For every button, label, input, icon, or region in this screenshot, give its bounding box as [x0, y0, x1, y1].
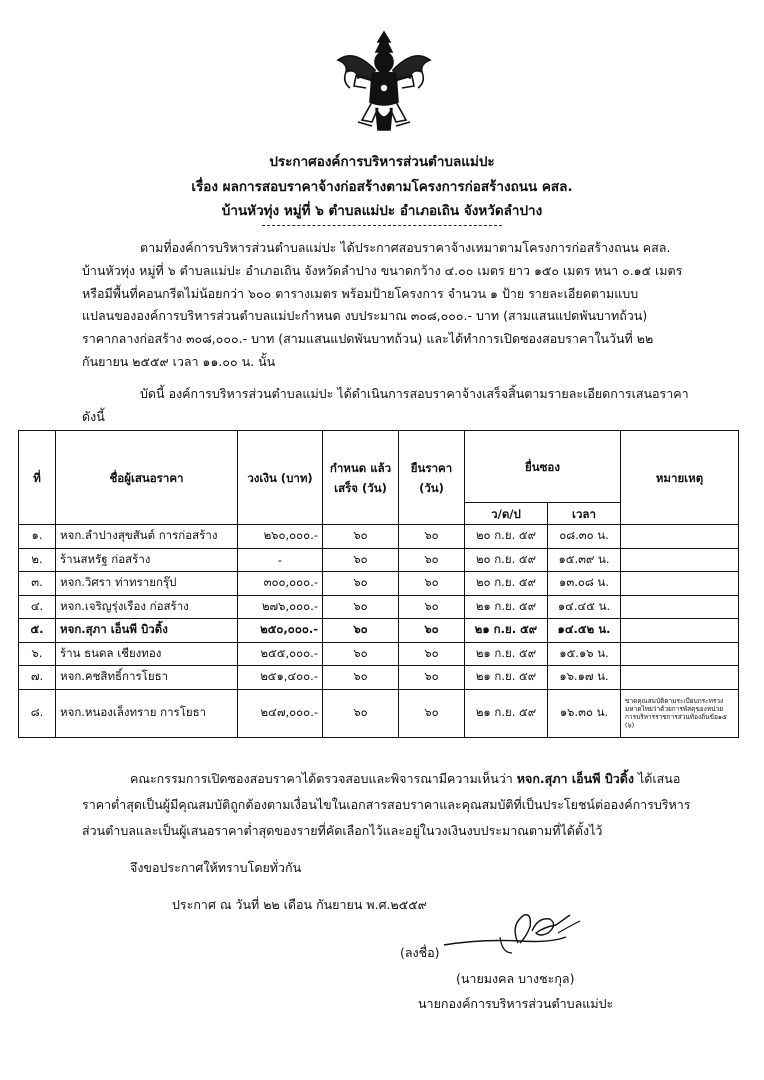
row-time: ๑๖.๑๗ น. — [548, 666, 621, 690]
row-remark: ขาดคุณสมบัติตามระเบียบกระทรวงมหาดไทยว่าด้วยการพัสดุของหน่วยการบริหารราชการส่วนท้องถิ่นข้อ๑๕ (๖) — [621, 689, 739, 737]
row-no: ๓. — [19, 572, 56, 596]
row-deadline: ๖๐ — [323, 572, 399, 596]
intro-line: กันยายน ๒๕๕๙ เวลา ๑๑.๐๐ น. นั้น — [82, 353, 276, 369]
intro-line: ราคากลางก่อสร้าง ๓๐๘,๐๐๐.- บาท (สามแสนแปดพันบาทถ้วน) และได้ทำการเปิดซองสอบราคาในวันที่ ๒๒ — [82, 331, 654, 347]
row-bidder: ร้าน ธนดล เชียงทอง — [56, 642, 238, 666]
table-row — [19, 572, 739, 596]
row-amount: - — [238, 548, 323, 572]
table-row-winner — [19, 619, 739, 643]
row-bidder: หจก.วิศรา ท่าทรายกรุ๊ป — [56, 572, 238, 596]
row-bidder: ร้านสหรัฐ ก่อสร้าง — [56, 548, 238, 572]
conclusion-text: ได้เสนอ — [637, 771, 681, 786]
row-time: ๑๓.๐๘ น. — [548, 572, 621, 596]
conclusion-line-3: ส่วนตำบลและเป็นผู้เสนอราคาต่ำสุดของรายที่คัดเลือกไว้และอยู่ในวงเงินงบประมาณตามที่ได้ตั้งไว้ — [82, 823, 603, 838]
row-amount: ๒๕๕,๐๐๐.- — [238, 642, 323, 666]
result-intro-paragraph — [82, 383, 702, 429]
row-validity: ๖๐ — [399, 689, 465, 737]
row-time: ๑๖.๓๐ น. — [548, 689, 621, 737]
announce-date: ประกาศ ณ วันที่ ๒๒ เดือน กันยายน พ.ศ.๒๕๕๙ — [172, 897, 427, 912]
header-submission: ยื่นซอง — [465, 431, 621, 503]
row-date: ๒๑ ก.ย. ๕๙ — [465, 689, 548, 737]
signature-mark-icon — [440, 903, 610, 963]
result-intro-line: ดังนี้ — [82, 408, 105, 424]
row-bidder: หจก.หนองเล็งทราย การโยธา — [56, 689, 238, 737]
row-time: ๐๘.๓๐ น. — [548, 525, 621, 549]
header-deadline: กำหนด แล้วเสร็จ (วัน) — [323, 431, 399, 525]
heading-divider — [262, 225, 502, 226]
table-row — [19, 666, 739, 690]
row-validity: ๖๐ — [399, 525, 465, 549]
row-date: ๒๐ ก.ย. ๕๙ — [465, 572, 548, 596]
row-date: ๒๑ ก.ย. ๕๙ — [465, 619, 548, 643]
table-row — [19, 525, 739, 549]
header-validity: ยืนราคา (วัน) — [399, 431, 465, 525]
row-no: ๑. — [19, 525, 56, 549]
row-deadline: ๖๐ — [323, 666, 399, 690]
row-date: ๒๐ ก.ย. ๕๙ — [465, 548, 548, 572]
winner-name: หจก.สุภา เอ็นพี บิวดิ้ง — [516, 771, 634, 786]
row-remark — [621, 572, 739, 596]
conclusion-text: คณะกรรมการเปิดซองสอบราคาได้ตรวจสอบและพิจารณามีความเห็นว่า — [130, 771, 513, 786]
announcement-subject: เรื่อง ผลการสอบราคาจ้างก่อสร้างตามโครงการก่อสร้างถนน คสล. — [191, 179, 573, 195]
header-time: เวลา — [548, 503, 621, 525]
header-bidder: ชื่อผู้เสนอราคา — [56, 431, 238, 525]
row-validity: ๖๐ — [399, 595, 465, 619]
row-amount: ๒๖๐,๐๐๐.- — [238, 525, 323, 549]
table-row — [19, 595, 739, 619]
row-deadline: ๖๐ — [323, 619, 399, 643]
conclusion-line-1 — [130, 769, 680, 789]
sign-label: (ลงชื่อ) — [400, 945, 440, 960]
row-remark — [621, 619, 739, 643]
announcement-title: ประกาศองค์การบริหารส่วนตำบลแม่ปะ — [269, 154, 495, 170]
row-no: ๔. — [19, 595, 56, 619]
intro-line: แปลนขององค์การบริหารส่วนตำบลแม่ปะกำหนด งบประมาณ ๓๐๘,๐๐๐.- บาท (สามแสนแปดพันบาทถ้วน) — [82, 308, 648, 324]
row-bidder: หจก.เจริญรุ่งเรือง ก่อสร้าง — [56, 595, 238, 619]
row-time: ๑๔.๕๒ น. — [548, 619, 621, 643]
intro-line: ตามที่องค์การบริหารส่วนตำบลแม่ปะ ได้ประกาศสอบราคาจ้างเหมาตามโครงการก่อสร้างถนน คสล. — [140, 240, 671, 255]
closing-statement: จึงขอประกาศให้ทราบโดยทั่วกัน — [130, 860, 302, 875]
conclusion-line-2: ราคาต่ำสุดเป็นผู้มีคุณสมบัติถูกต้องตามเงื่อนไขในเอกสารสอบราคาและคุณสมบัติที่เป็นประโยชน์ต่อองค์การบริหาร — [82, 797, 691, 812]
row-deadline: ๖๐ — [323, 548, 399, 572]
row-deadline: ๖๐ — [323, 642, 399, 666]
row-date: ๒๑ ก.ย. ๕๙ — [465, 642, 548, 666]
row-no: ๖. — [19, 642, 56, 666]
row-remark — [621, 666, 739, 690]
row-date: ๒๑ ก.ย. ๕๙ — [465, 666, 548, 690]
bid-results-table — [18, 430, 739, 738]
signatory-name: (นายมงคล บางชะกุล) — [456, 971, 575, 986]
row-remark — [621, 642, 739, 666]
announcement-location: บ้านหัวทุ่ง หมู่ที่ ๖ ตำบลแม่ปะ อำเภอเถิน จังหวัดลำปาง — [221, 203, 543, 219]
header-no: ที่ — [19, 431, 56, 525]
row-remark — [621, 548, 739, 572]
row-bidder: หจก.สุภา เอ็นพี บิวดิ้ง — [56, 619, 238, 643]
row-no: ๒. — [19, 548, 56, 572]
intro-line: หรือมีพื้นที่คอนกรีตไม่น้อยกว่า ๖๐๐ ตารางเมตร พร้อมป้ายโครงการ จำนวน ๑ ป้าย รายละเอียดตามแบบ — [82, 285, 639, 301]
row-validity: ๖๐ — [399, 666, 465, 690]
row-validity: ๖๐ — [399, 572, 465, 596]
table-row — [19, 689, 739, 737]
row-remark — [621, 525, 739, 549]
garuda-emblem-icon — [332, 30, 436, 138]
row-date: ๒๐ ก.ย. ๕๙ — [465, 525, 548, 549]
signatory-position: นายกองค์การบริหารส่วนตำบลแม่ปะ — [418, 996, 614, 1011]
row-amount: ๒๕๑,๔๐๐.- — [238, 666, 323, 690]
row-no: ๕. — [19, 619, 56, 643]
intro-paragraph — [82, 237, 702, 374]
row-deadline: ๖๐ — [323, 595, 399, 619]
row-amount: ๒๗๖,๐๐๐.- — [238, 595, 323, 619]
row-no: ๘. — [19, 689, 56, 737]
intro-line: บ้านหัวทุ่ง หมู่ที่ ๖ ตำบลแม่ปะ อำเภอเถิน จังหวัดลำปาง ขนาดกว้าง ๔.๐๐ เมตร ยาว ๑๕๐ เมตร หนา ๐.๑๕ เมตร — [82, 262, 683, 278]
result-intro-line: บัดนี้ องค์การบริหารส่วนตำบลแม่ปะ ได้ดำเนินการสอบราคาจ้างเสร็จสิ้นตามรายละเอียดการเสนอราคา — [140, 386, 689, 401]
row-amount: ๒๕๐,๐๐๐.- — [238, 619, 323, 643]
row-bidder: หจก.ลำปางสุขสันต์ การก่อสร้าง — [56, 525, 238, 549]
row-amount: ๓๐๐,๐๐๐.- — [238, 572, 323, 596]
row-no: ๗. — [19, 666, 56, 690]
header-date: ว/ด/ป — [465, 503, 548, 525]
row-time: ๑๕.๓๙ น. — [548, 548, 621, 572]
row-validity: ๖๐ — [399, 548, 465, 572]
row-remark — [621, 595, 739, 619]
row-validity: ๖๐ — [399, 642, 465, 666]
row-deadline: ๖๐ — [323, 525, 399, 549]
row-amount: ๒๔๗,๐๐๐.- — [238, 689, 323, 737]
header-remark: หมายเหตุ — [621, 431, 739, 525]
header-amount: วงเงิน (บาท) — [238, 431, 323, 525]
row-time: ๑๔.๔๕ น. — [548, 595, 621, 619]
row-deadline: ๖๐ — [323, 689, 399, 737]
table-row — [19, 548, 739, 572]
row-time: ๑๕.๑๖ น. — [548, 642, 621, 666]
row-validity: ๖๐ — [399, 619, 465, 643]
table-row — [19, 642, 739, 666]
row-date: ๒๑ ก.ย. ๕๙ — [465, 595, 548, 619]
row-bidder: หจก.คชสิทธิ์การโยธา — [56, 666, 238, 690]
